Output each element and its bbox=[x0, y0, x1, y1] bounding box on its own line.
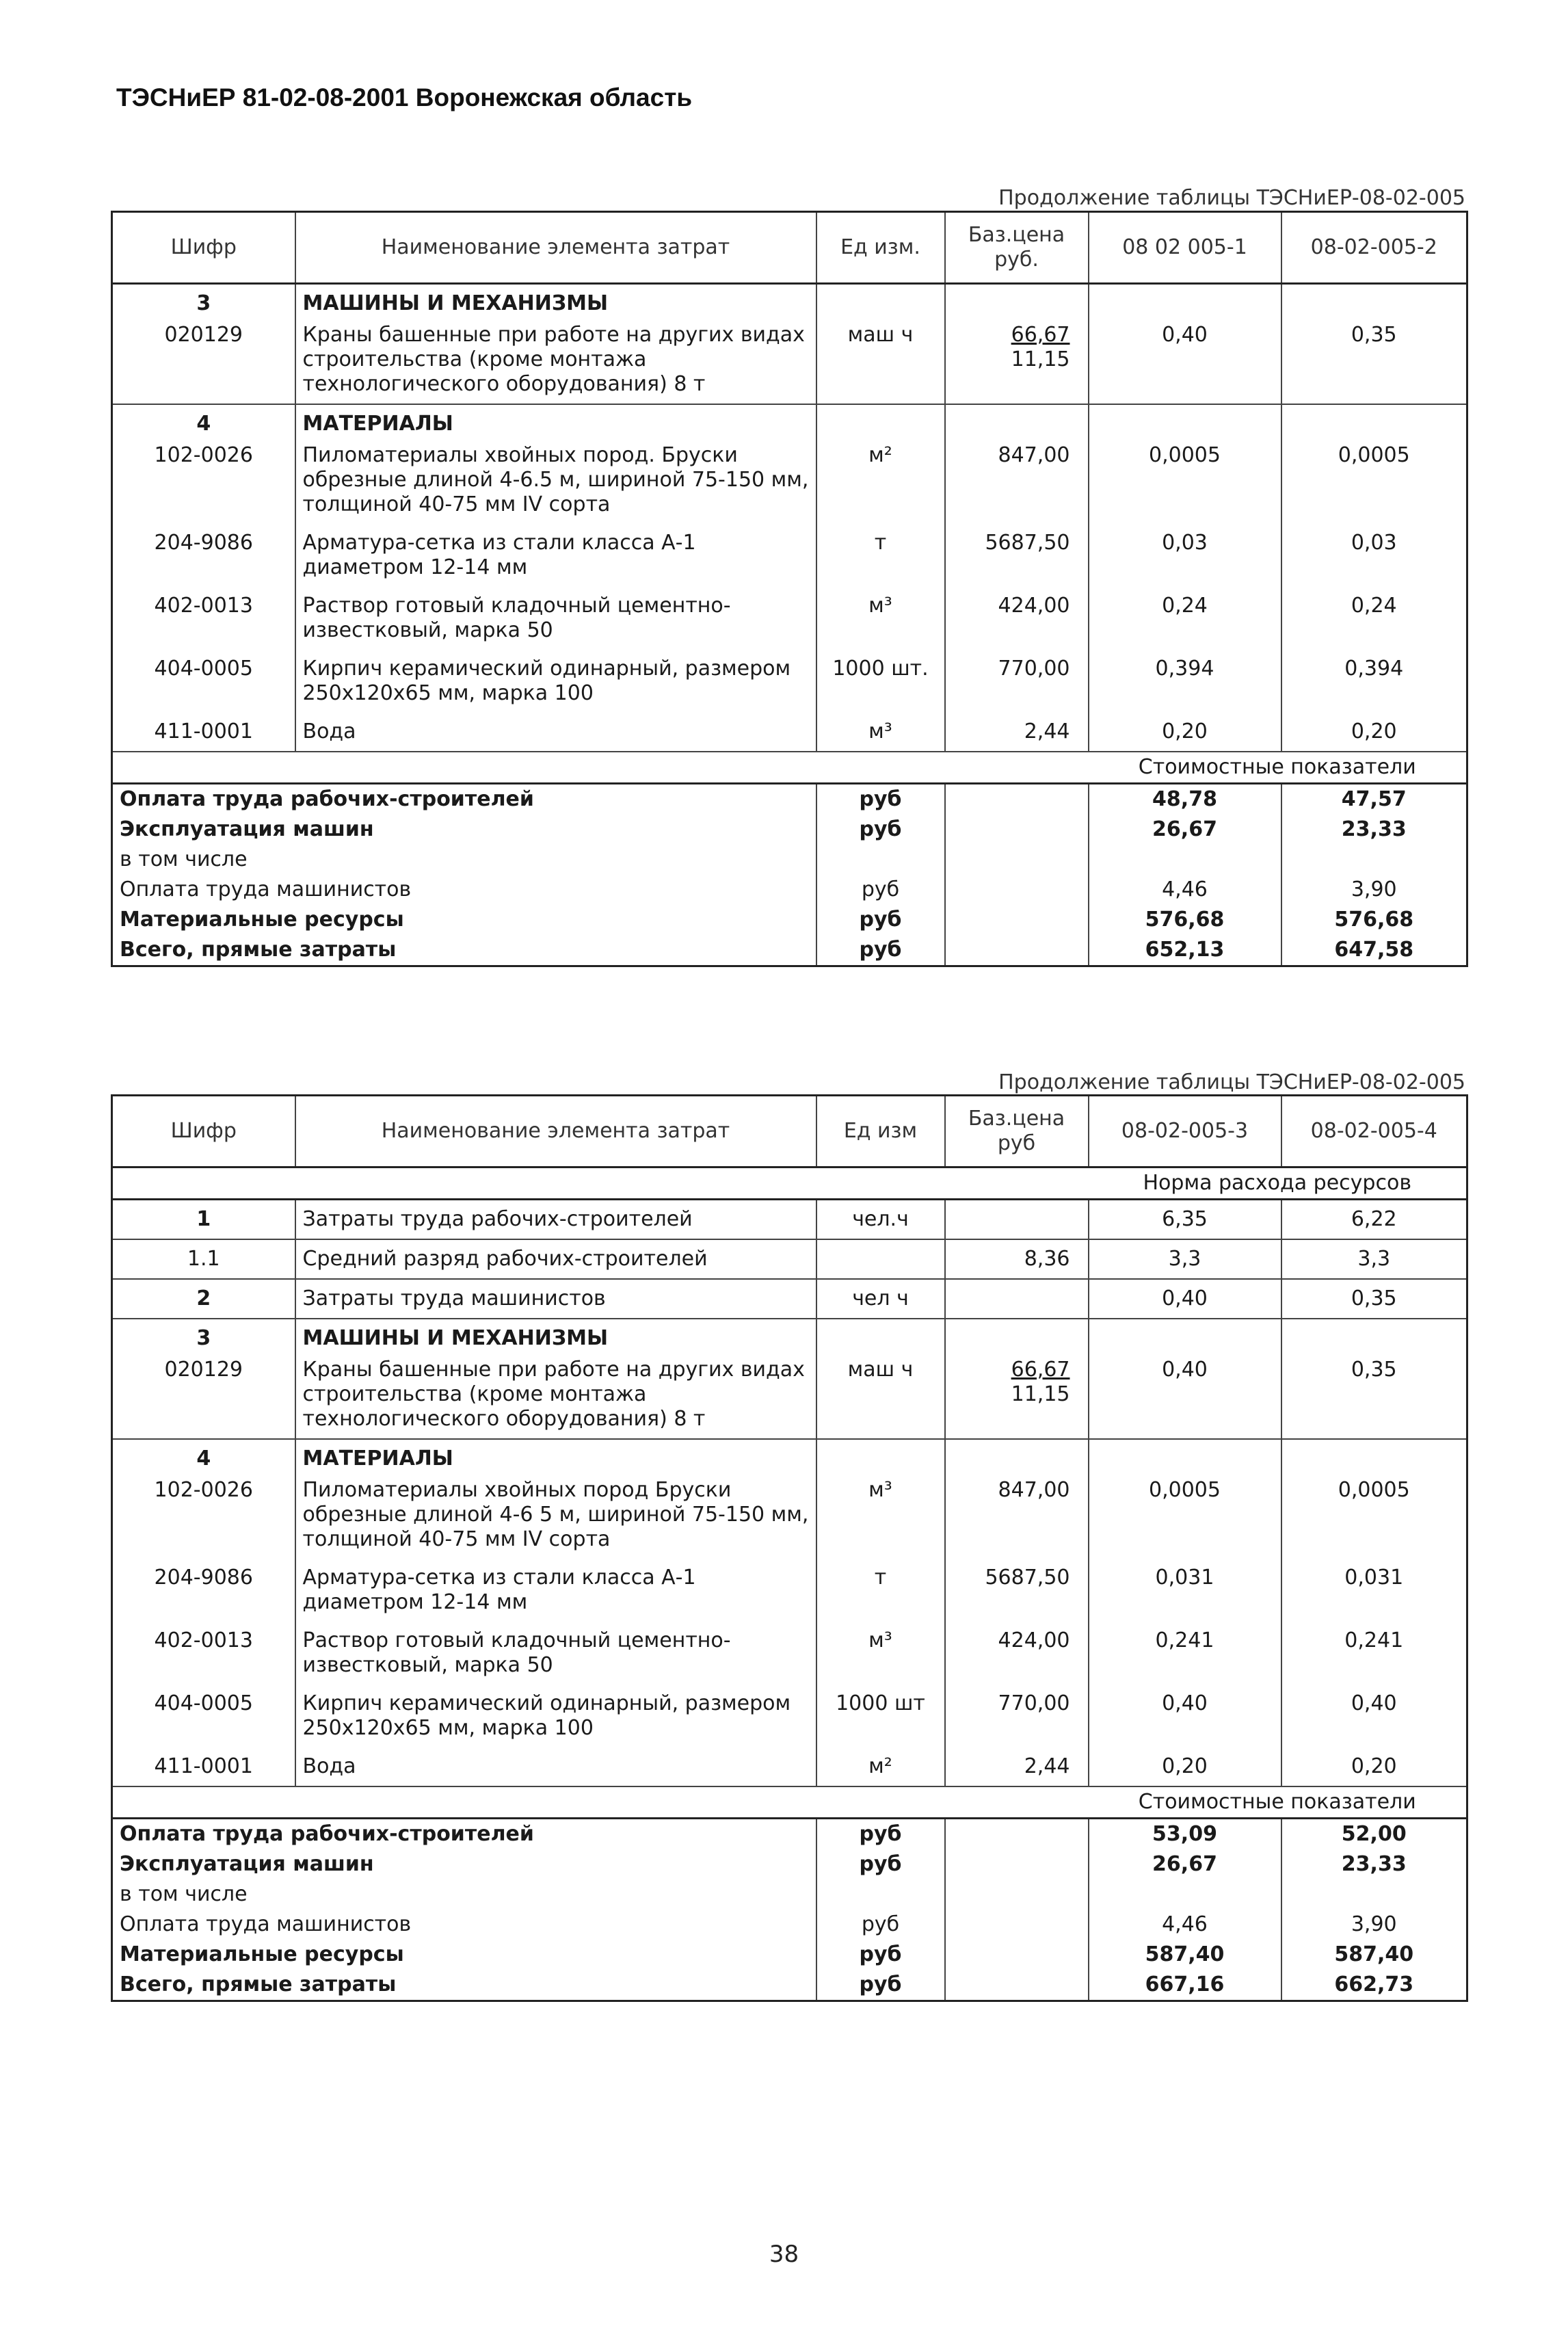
labor-base-price bbox=[945, 1200, 1089, 1240]
resource-row bbox=[112, 587, 1467, 650]
resource-code: 020129 bbox=[164, 323, 243, 347]
resource-code: 402-0013 bbox=[154, 1628, 253, 1652]
labor-name: Затраты труда рабочих-строителей bbox=[295, 1200, 816, 1240]
resource-code: 204-9086 bbox=[154, 1566, 253, 1589]
resource-name: Арматура-сетка из стали класса А-1 диаметром 12-14 мм bbox=[295, 524, 816, 587]
empty-cell bbox=[112, 1786, 1089, 1819]
empty-cell bbox=[945, 1970, 1089, 2001]
cost-indicators-header-row bbox=[112, 752, 1467, 784]
cost-variant-1: 26,67 bbox=[1089, 815, 1281, 845]
cost-variant-1: 587,40 bbox=[1089, 1940, 1281, 1970]
labor-code: 1 bbox=[196, 1207, 211, 1231]
resource-row bbox=[112, 316, 1467, 404]
empty-cell bbox=[945, 284, 1089, 317]
section-number: 4 bbox=[112, 404, 295, 436]
section-number: 4 bbox=[112, 1439, 295, 1471]
empty-cell bbox=[945, 1439, 1089, 1471]
resource-row bbox=[112, 1747, 1467, 1786]
empty-cell bbox=[945, 1849, 1089, 1879]
section-number: 3 bbox=[112, 1319, 295, 1351]
cost-indicators-header-row bbox=[112, 1786, 1467, 1819]
section-title: МАШИНЫ И МЕХАНИЗМЫ bbox=[295, 1319, 816, 1351]
base-price-value: 5687,50 bbox=[985, 1566, 1070, 1589]
base-price-value: 770,00 bbox=[998, 1691, 1070, 1715]
labor-row bbox=[112, 1200, 1467, 1240]
resource-base-price bbox=[945, 1351, 1089, 1439]
cost-total-row bbox=[112, 935, 1467, 966]
cost-total-unit: руб bbox=[816, 784, 945, 815]
resource-unit: м³ bbox=[816, 1471, 945, 1559]
cost-total-row bbox=[112, 1940, 1467, 1970]
base-price-value: 424,00 bbox=[998, 1628, 1070, 1652]
cost-variant-2: 3,90 bbox=[1281, 875, 1467, 905]
cost-indicators-header: Стоимостные показатели bbox=[1089, 752, 1467, 784]
norm-header-row bbox=[112, 1168, 1467, 1200]
section-title: МАТЕРИАЛЫ bbox=[295, 1439, 816, 1471]
cost-total-row bbox=[112, 905, 1467, 935]
section-heading-row bbox=[112, 1319, 1467, 1351]
norm-variant-2: 0,0005 bbox=[1281, 436, 1467, 524]
empty-cell bbox=[945, 1910, 1089, 1940]
labor-variant-1: 6,35 bbox=[1089, 1200, 1281, 1240]
header-base-price-line2: руб. bbox=[994, 248, 1039, 272]
resource-name: Пиломатериалы хвойных пород. Бруски обрезные длиной 4-6.5 м, шириной 75-150 мм, толщиной 40-75 мм IV сорта bbox=[295, 436, 816, 524]
cost-indicators-header: Стоимостные показатели bbox=[1089, 1786, 1467, 1819]
resource-base-price bbox=[945, 436, 1089, 524]
cost-total-row bbox=[112, 1910, 1467, 1940]
empty-cell bbox=[945, 905, 1089, 935]
resource-row bbox=[112, 713, 1467, 752]
cost-variant-2: 587,40 bbox=[1281, 1940, 1467, 1970]
resource-code: 204-9086 bbox=[154, 531, 253, 555]
empty-cell bbox=[112, 1168, 1089, 1200]
resource-name: Раствор готовый кладочный цементно-известковый, марка 50 bbox=[295, 587, 816, 650]
resource-unit: т bbox=[816, 524, 945, 587]
header-variant-1: 08-02-005-3 bbox=[1089, 1096, 1281, 1168]
resource-unit: м³ bbox=[816, 587, 945, 650]
resource-name: Краны башенные при работе на других видах строительства (кроме монтажа технологического оборудования) 8 т bbox=[295, 1351, 816, 1439]
norm-variant-1: 0,40 bbox=[1089, 316, 1281, 404]
base-price-value: 424,00 bbox=[998, 594, 1070, 618]
norm-variant-1: 0,0005 bbox=[1089, 1471, 1281, 1559]
header-variant-2: 08-02-005-4 bbox=[1281, 1096, 1467, 1168]
resource-row bbox=[112, 1559, 1467, 1622]
empty-cell bbox=[945, 935, 1089, 966]
section-heading-row bbox=[112, 284, 1467, 317]
labor-base-price: 8,36 bbox=[945, 1239, 1089, 1279]
cost-total-unit: руб bbox=[816, 1910, 945, 1940]
empty-cell bbox=[1089, 404, 1281, 436]
resource-code: 411-0001 bbox=[154, 1754, 253, 1778]
header-base-price-line1: Баз.цена bbox=[968, 1107, 1065, 1131]
cost-total-unit: руб bbox=[816, 905, 945, 935]
resource-base-price bbox=[945, 1471, 1089, 1559]
empty-cell bbox=[945, 845, 1089, 875]
resource-name: Арматура-сетка из стали класса А-1 диаметром 12-14 мм bbox=[295, 1559, 816, 1622]
section-heading-row bbox=[112, 1439, 1467, 1471]
cost-variant-1: 4,46 bbox=[1089, 875, 1281, 905]
empty-cell bbox=[1281, 1319, 1467, 1351]
cost-variant-2: 23,33 bbox=[1281, 815, 1467, 845]
cost-total-name: Всего, прямые затраты bbox=[120, 938, 397, 962]
cost-total-unit: руб bbox=[816, 875, 945, 905]
norm-variant-2: 0,20 bbox=[1281, 713, 1467, 752]
cost-total-row bbox=[112, 875, 1467, 905]
resource-name: Вода bbox=[295, 713, 816, 752]
resource-unit: м² bbox=[816, 1747, 945, 1786]
table-header-row bbox=[112, 212, 1467, 284]
norm-variant-2: 0,24 bbox=[1281, 587, 1467, 650]
labor-name: Средний разряд рабочих-строителей bbox=[295, 1239, 816, 1279]
page-number: 38 bbox=[769, 2241, 799, 2268]
base-price-value: 2,44 bbox=[1024, 720, 1070, 743]
labor-unit: чел.ч bbox=[816, 1200, 945, 1240]
resource-code: 404-0005 bbox=[154, 657, 253, 681]
cost-total-name: Всего, прямые затраты bbox=[120, 1973, 397, 1996]
resource-row bbox=[112, 1685, 1467, 1747]
resource-name: Кирпич керамический одинарный, размером 250х120х65 мм, марка 100 bbox=[295, 1685, 816, 1747]
cost-variant-1: 652,13 bbox=[1089, 935, 1281, 966]
cost-total-row bbox=[112, 845, 1467, 875]
norm-variant-2: 0,35 bbox=[1281, 316, 1467, 404]
cost-total-row bbox=[112, 1819, 1467, 1850]
labor-base-price bbox=[945, 1279, 1089, 1319]
resource-unit: т bbox=[816, 1559, 945, 1622]
empty-cell bbox=[816, 1439, 945, 1471]
cost-total-row bbox=[112, 784, 1467, 815]
resource-name: Кирпич керамический одинарный, размером 250х120х65 мм, марка 100 bbox=[295, 650, 816, 713]
header-unit: Ед изм. bbox=[816, 212, 945, 284]
labor-variant-2: 6,22 bbox=[1281, 1200, 1467, 1240]
cost-total-row bbox=[112, 815, 1467, 845]
base-price-value: 66,67 bbox=[1011, 323, 1070, 347]
empty-cell bbox=[1281, 1439, 1467, 1471]
table1-continuation-caption: Продолжение таблицы ТЭСНиЕР-08-02-005 bbox=[998, 186, 1465, 210]
section-title: МАШИНЫ И МЕХАНИЗМЫ bbox=[295, 284, 816, 317]
cost-variant-1: 26,67 bbox=[1089, 1849, 1281, 1879]
norm-variant-1: 0,40 bbox=[1089, 1351, 1281, 1439]
labor-variant-2: 0,35 bbox=[1281, 1279, 1467, 1319]
resource-code: 411-0001 bbox=[154, 720, 253, 743]
empty-cell bbox=[945, 1940, 1089, 1970]
resource-row bbox=[112, 650, 1467, 713]
resource-base-price bbox=[945, 1559, 1089, 1622]
cost-total-name: Оплата труда рабочих-строителей bbox=[120, 1822, 534, 1846]
cost-variant-1 bbox=[1089, 845, 1281, 875]
cost-variant-1: 48,78 bbox=[1089, 784, 1281, 815]
cost-total-unit: руб bbox=[816, 1970, 945, 2001]
cost-total-name: Эксплуатация машин bbox=[120, 1852, 374, 1876]
header-name: Наименование элемента затрат bbox=[295, 212, 816, 284]
cost-variant-1: 53,09 bbox=[1089, 1819, 1281, 1850]
norm-variant-1: 0,20 bbox=[1089, 1747, 1281, 1786]
cost-total-name: в том числе bbox=[120, 847, 248, 871]
norm-variant-1: 0,40 bbox=[1089, 1685, 1281, 1747]
base-price-value: 847,00 bbox=[998, 1478, 1070, 1502]
norm-variant-2: 0,0005 bbox=[1281, 1471, 1467, 1559]
resource-code: 404-0005 bbox=[154, 1691, 253, 1715]
cost-variant-2: 23,33 bbox=[1281, 1849, 1467, 1879]
cost-total-unit: руб bbox=[816, 1940, 945, 1970]
empty-cell bbox=[112, 752, 1089, 784]
cost-variant-2: 3,90 bbox=[1281, 1910, 1467, 1940]
resource-name: Раствор готовый кладочный цементно-известковый, марка 50 bbox=[295, 1622, 816, 1685]
norm-variant-2: 0,03 bbox=[1281, 524, 1467, 587]
labor-code: 1.1 bbox=[112, 1239, 295, 1279]
cost-variant-2: 52,00 bbox=[1281, 1819, 1467, 1850]
empty-cell bbox=[1281, 284, 1467, 317]
cost-variant-2: 662,73 bbox=[1281, 1970, 1467, 2001]
cost-variant-1: 4,46 bbox=[1089, 1910, 1281, 1940]
table-header-row bbox=[112, 1096, 1467, 1168]
cost-total-name: Оплата труда машинистов bbox=[120, 1912, 412, 1936]
resource-base-price bbox=[945, 1747, 1089, 1786]
resource-base-price bbox=[945, 587, 1089, 650]
labor-variant-1: 0,40 bbox=[1089, 1279, 1281, 1319]
resource-row bbox=[112, 436, 1467, 524]
resource-code: 020129 bbox=[164, 1358, 243, 1382]
cost-total-name: Оплата труда машинистов bbox=[120, 878, 412, 901]
empty-cell bbox=[945, 1819, 1089, 1850]
resource-unit: м³ bbox=[816, 1622, 945, 1685]
resource-unit: 1000 шт bbox=[816, 1685, 945, 1747]
resource-base-price bbox=[945, 650, 1089, 713]
header-base-price bbox=[945, 212, 1089, 284]
cost-total-row bbox=[112, 1849, 1467, 1879]
table2-continuation-caption: Продолжение таблицы ТЭСНиЕР-08-02-005 bbox=[998, 1070, 1465, 1094]
cost-total-unit: руб bbox=[816, 1849, 945, 1879]
cost-total-unit: руб bbox=[816, 1819, 945, 1850]
base-price-value: 2,44 bbox=[1024, 1754, 1070, 1778]
header-name: Наименование элемента затрат bbox=[295, 1096, 816, 1168]
norm-variant-2: 0,35 bbox=[1281, 1351, 1467, 1439]
labor-variant-1: 3,3 bbox=[1089, 1239, 1281, 1279]
resource-row bbox=[112, 1351, 1467, 1439]
norm-variant-2: 0,40 bbox=[1281, 1685, 1467, 1747]
empty-cell bbox=[945, 404, 1089, 436]
labor-name: Затраты труда машинистов bbox=[295, 1279, 816, 1319]
norm-variant-1: 0,24 bbox=[1089, 587, 1281, 650]
empty-cell bbox=[1089, 1319, 1281, 1351]
cost-variant-1: 667,16 bbox=[1089, 1970, 1281, 2001]
cost-variant-1 bbox=[1089, 1879, 1281, 1910]
base-price-value: 5687,50 bbox=[985, 531, 1070, 555]
empty-cell bbox=[1281, 404, 1467, 436]
resource-base-price bbox=[945, 713, 1089, 752]
table1-resource-norms bbox=[111, 211, 1468, 967]
header-code: Шифр bbox=[112, 1096, 295, 1168]
base-price-wage-value: 11,15 bbox=[1011, 347, 1070, 371]
norm-variant-1: 0,394 bbox=[1089, 650, 1281, 713]
norm-header: Норма расхода ресурсов bbox=[1089, 1168, 1467, 1200]
resource-unit: маш ч bbox=[816, 316, 945, 404]
header-variant-2: 08-02-005-2 bbox=[1281, 212, 1467, 284]
section-number: 3 bbox=[196, 291, 211, 315]
norm-variant-2: 0,20 bbox=[1281, 1747, 1467, 1786]
cost-variant-2: 47,57 bbox=[1281, 784, 1467, 815]
cost-total-unit: руб bbox=[816, 815, 945, 845]
section-title: МАТЕРИАЛЫ bbox=[295, 404, 816, 436]
empty-cell bbox=[945, 784, 1089, 815]
header-base-price bbox=[945, 1096, 1089, 1168]
header-variant-1: 08 02 005-1 bbox=[1089, 212, 1281, 284]
resource-name: Краны башенные при работе на других видах строительства (кроме монтажа технологического оборудования) 8 т bbox=[295, 316, 816, 404]
norm-variant-1: 0,241 bbox=[1089, 1622, 1281, 1685]
base-price-value: 770,00 bbox=[998, 657, 1070, 681]
cost-total-name: в том числе bbox=[120, 1882, 248, 1906]
labor-unit bbox=[816, 1239, 945, 1279]
resource-unit: м³ bbox=[816, 713, 945, 752]
header-unit: Ед изм bbox=[816, 1096, 945, 1168]
base-price-value: 847,00 bbox=[998, 443, 1070, 467]
empty-cell bbox=[816, 284, 945, 317]
cost-variant-2: 647,58 bbox=[1281, 935, 1467, 966]
empty-cell bbox=[945, 815, 1089, 845]
cost-variant-1: 576,68 bbox=[1089, 905, 1281, 935]
empty-cell bbox=[1089, 1439, 1281, 1471]
cost-total-row bbox=[112, 1879, 1467, 1910]
resource-base-price bbox=[945, 316, 1089, 404]
norm-variant-1: 0,031 bbox=[1089, 1559, 1281, 1622]
labor-variant-2: 3,3 bbox=[1281, 1239, 1467, 1279]
norm-variant-2: 0,394 bbox=[1281, 650, 1467, 713]
labor-unit: чел ч bbox=[816, 1279, 945, 1319]
empty-cell bbox=[1089, 284, 1281, 317]
empty-cell bbox=[816, 404, 945, 436]
resource-row bbox=[112, 1622, 1467, 1685]
cost-total-name: Материальные ресурсы bbox=[120, 908, 404, 932]
resource-row bbox=[112, 1471, 1467, 1559]
resource-code: 402-0013 bbox=[154, 594, 253, 618]
section-heading-row bbox=[112, 404, 1467, 436]
empty-cell bbox=[816, 1319, 945, 1351]
resource-name: Вода bbox=[295, 1747, 816, 1786]
resource-row bbox=[112, 524, 1467, 587]
norm-variant-1: 0,20 bbox=[1089, 713, 1281, 752]
labor-row bbox=[112, 1279, 1467, 1319]
empty-cell bbox=[945, 1319, 1089, 1351]
labor-row bbox=[112, 1239, 1467, 1279]
cost-total-unit: руб bbox=[816, 935, 945, 966]
base-price-wage-value: 11,15 bbox=[1011, 1382, 1070, 1406]
resource-base-price bbox=[945, 1685, 1089, 1747]
cost-total-name: Эксплуатация машин bbox=[120, 817, 374, 841]
resource-code: 102-0026 bbox=[154, 443, 253, 467]
resource-name: Пиломатериалы хвойных пород Бруски обрезные длиной 4-6 5 м, шириной 75-150 мм, толщиной 40-75 мм IV сорта bbox=[295, 1471, 816, 1559]
norm-variant-2: 0,031 bbox=[1281, 1559, 1467, 1622]
empty-cell bbox=[945, 1879, 1089, 1910]
cost-total-unit bbox=[816, 845, 945, 875]
cost-variant-2 bbox=[1281, 845, 1467, 875]
cost-total-name: Материальные ресурсы bbox=[120, 1942, 404, 1966]
resource-base-price bbox=[945, 1622, 1089, 1685]
header-base-price-line1: Баз.цена bbox=[968, 223, 1065, 247]
empty-cell bbox=[945, 875, 1089, 905]
header-base-price-line2: руб bbox=[997, 1131, 1036, 1155]
cost-total-name: Оплата труда рабочих-строителей bbox=[120, 787, 534, 811]
resource-code: 102-0026 bbox=[154, 1478, 253, 1502]
norm-variant-1: 0,0005 bbox=[1089, 436, 1281, 524]
cost-total-row bbox=[112, 1970, 1467, 2001]
cost-total-unit bbox=[816, 1879, 945, 1910]
resource-unit: маш ч bbox=[816, 1351, 945, 1439]
norm-variant-1: 0,03 bbox=[1089, 524, 1281, 587]
document-title: ТЭСНиЕР 81-02-08-2001 Воронежская область bbox=[116, 83, 693, 111]
resource-unit: м² bbox=[816, 436, 945, 524]
norm-variant-2: 0,241 bbox=[1281, 1622, 1467, 1685]
base-price-value: 66,67 bbox=[1011, 1358, 1070, 1382]
labor-code: 2 bbox=[112, 1279, 295, 1319]
resource-base-price bbox=[945, 524, 1089, 587]
cost-variant-2 bbox=[1281, 1879, 1467, 1910]
cost-variant-2: 576,68 bbox=[1281, 905, 1467, 935]
resource-unit: 1000 шт. bbox=[816, 650, 945, 713]
table2-resource-norms bbox=[111, 1094, 1468, 2002]
header-code: Шифр bbox=[112, 212, 295, 284]
